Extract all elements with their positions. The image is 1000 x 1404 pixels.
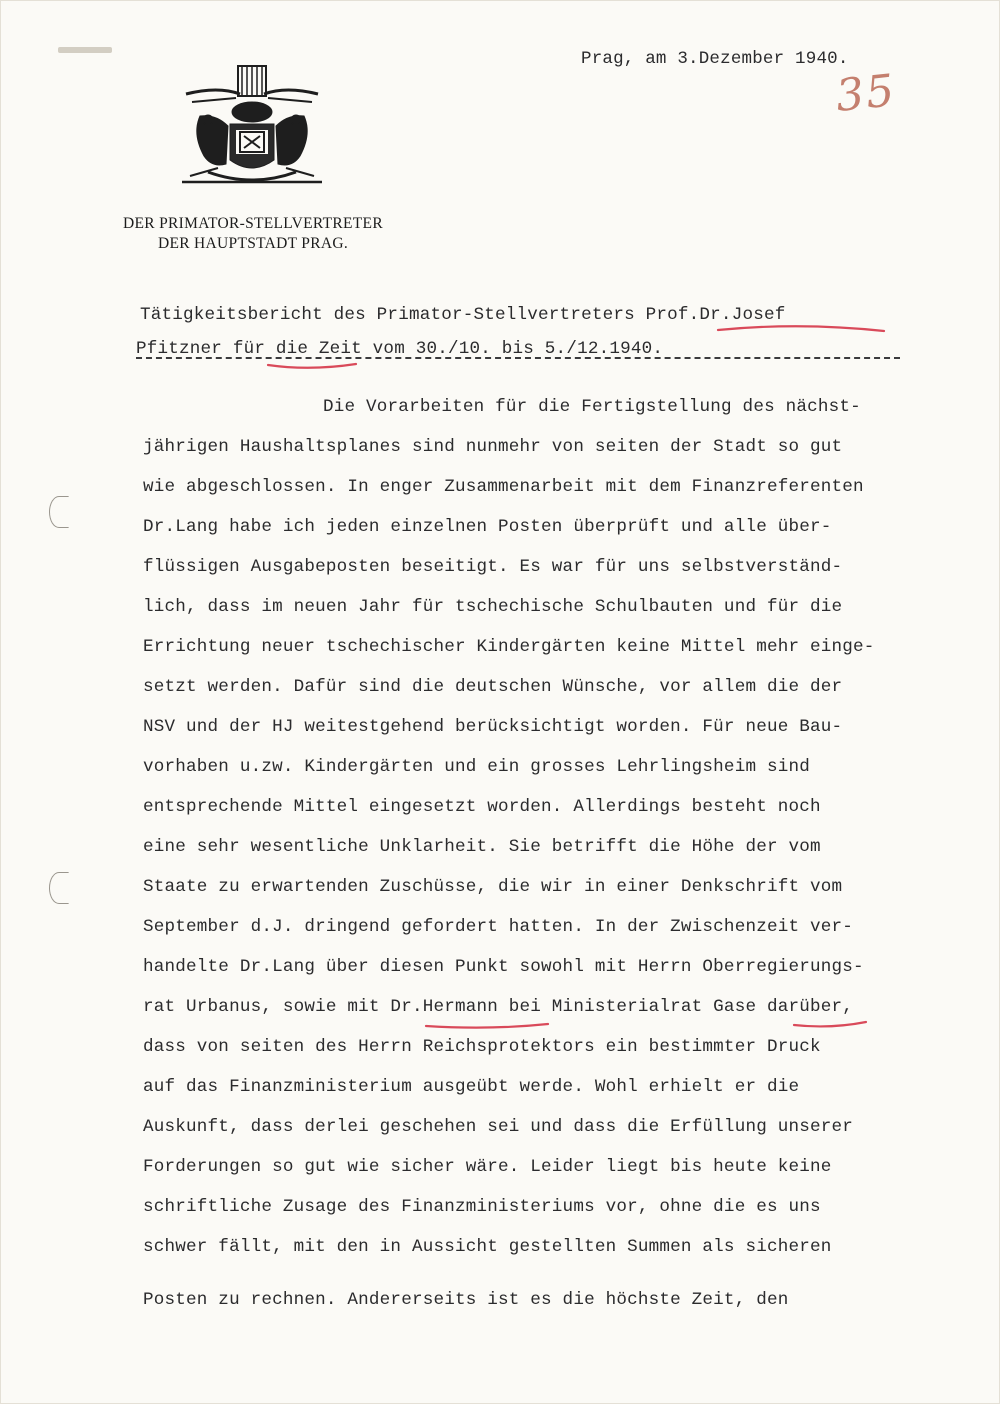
- letterhead-line-1: DER PRIMATOR-STELLVERTRETER: [123, 215, 383, 232]
- body-line: rat Urbanus, sowie mit Dr.Hermann bei Ministerialrat Gase darüber,: [143, 997, 854, 1017]
- body-line: auf das Finanzministerium ausgeübt werde. Wohl erhielt er die: [143, 1077, 800, 1097]
- body-line: handelte Dr.Lang über diesen Punkt sowohl mit Herrn Oberregierungs-: [143, 957, 864, 977]
- body-line: vorhaben u.zw. Kindergärten und ein grosses Lehrlingsheim sind: [143, 757, 810, 777]
- body-line: Errichtung neuer tschechischer Kindergärten keine Mittel mehr einge-: [143, 637, 875, 657]
- body-line: jährigen Haushaltsplanes sind nunmehr von seiten der Stadt so gut: [143, 437, 843, 457]
- report-title-line-1: Tätigkeitsbericht des Primator-Stellvertreters Prof.Dr.Josef: [140, 305, 786, 325]
- body-line: Auskunft, dass derlei geschehen sei und dass die Erfüllung unserer: [143, 1117, 854, 1137]
- underline-dr-hermann: [426, 1024, 548, 1028]
- body-line: September d.J. dringend gefordert hatten. In der Zwischenzeit ver-: [143, 917, 854, 937]
- body-line: Forderungen so gut wie sicher wäre. Leider liegt bis heute keine: [143, 1157, 832, 1177]
- body-line: eine sehr wesentliche Unklarheit. Sie betrifft die Höhe der vom: [143, 837, 821, 857]
- date-line: Prag, am 3.Dezember 1940.: [581, 49, 849, 69]
- underline-pfitzner: [268, 364, 356, 368]
- body-line: Posten zu rechnen. Andererseits ist es die höchste Zeit, den: [143, 1290, 789, 1310]
- underline-gase: [794, 1022, 866, 1026]
- body-line: Staate zu erwartenden Zuschüsse, die wir in einer Denkschrift vom: [143, 877, 843, 897]
- body-line: schwer fällt, mit den in Aussicht gestellten Summen als sicheren: [143, 1237, 832, 1257]
- body-line: Die Vorarbeiten für die Fertigstellung des nächst-: [323, 397, 861, 417]
- body-line: NSV und der HJ weitestgehend berücksichtigt worden. Für neue Bau-: [143, 717, 843, 737]
- body-line: wie abgeschlossen. In enger Zusammenarbeit mit dem Finanzreferenten: [143, 477, 864, 497]
- body-line: schriftliche Zusage des Finanzministeriums vor, ohne die es uns: [143, 1197, 821, 1217]
- body-line: entsprechende Mittel eingesetzt worden. Allerdings besteht noch: [143, 797, 821, 817]
- body-line: setzt werden. Dafür sind die deutschen Wünsche, vor allem die der: [143, 677, 843, 697]
- letterhead-line-2: DER HAUPTSTADT PRAG.: [157, 235, 349, 252]
- folio-number: 35: [833, 65, 899, 122]
- body-line: Dr.Lang habe ich jeden einzelnen Posten überprüft und alle über-: [143, 517, 832, 537]
- body-line: dass von seiten des Herrn Reichsprotektors ein bestimmter Druck: [143, 1037, 821, 1057]
- report-title-line-2: Pfitzner für die Zeit vom 30./10. bis 5./12.1940.: [136, 339, 664, 359]
- body-line: lich, dass im neuen Jahr für tschechische Schulbauten und für die: [143, 597, 843, 617]
- underline-prof-dr-josef: [718, 326, 884, 331]
- body-line: flüssigen Ausgabeposten beseitigt. Es war für uns selbstverständ-: [143, 557, 843, 577]
